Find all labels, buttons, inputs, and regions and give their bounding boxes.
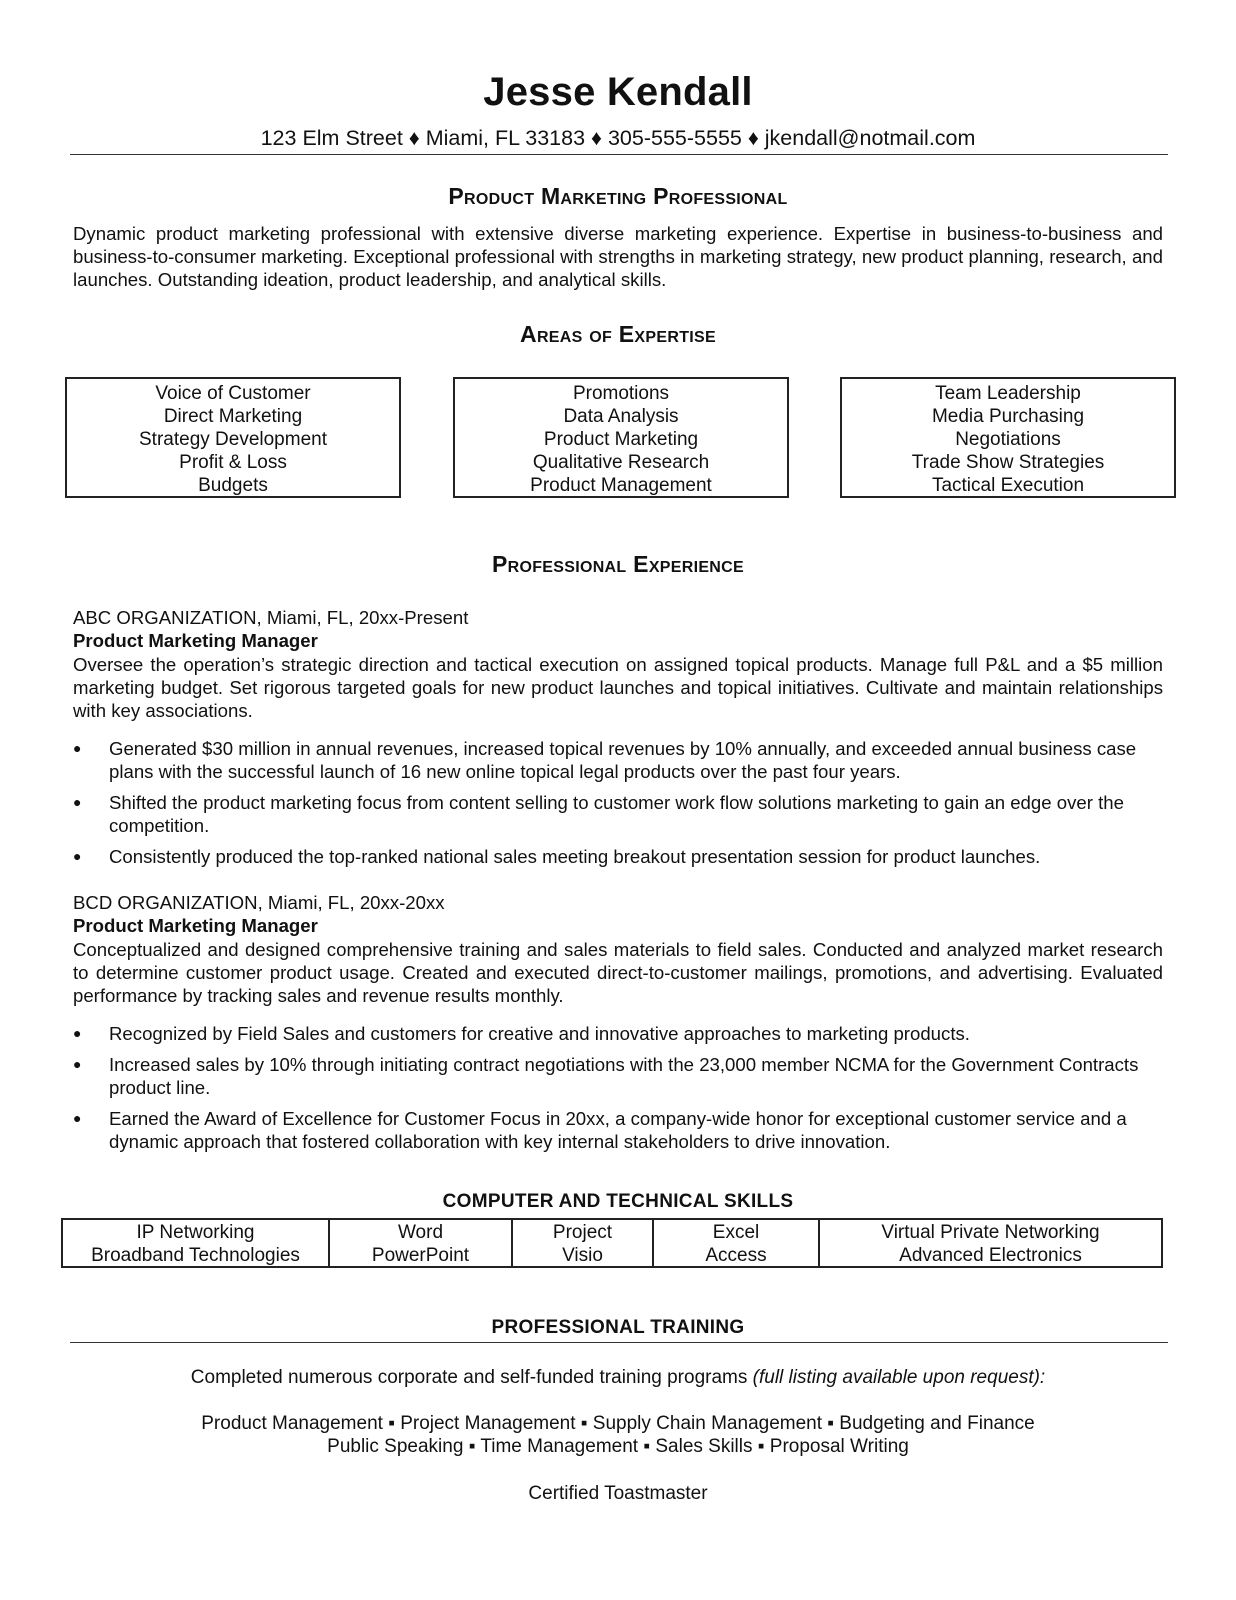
expertise-title: Areas of Expertise xyxy=(520,321,716,347)
list-item: ● Shifted the product marketing focus from content selling to customer work flow solutions marketing to gain an edge over the competition. xyxy=(73,792,1124,836)
job-2-description: Conceptualized and designed comprehensive training and sales materials to field sales. Conducted and analyzed market research to determine customer product usage. Created and executed direct-to-customer mailings, promotions, and advertising. Evaluated performance by tracking sales and revenue results monthly. xyxy=(73,939,1163,1006)
training-title: PROFESSIONAL TRAINING xyxy=(491,1317,745,1338)
list-item: ● Generated $30 million in annual revenues, increased topical revenues by 10% annually, and exceeded annual business case plans with the successful launch of 16 new online topical legal products over the past four years. xyxy=(73,738,1137,782)
job-1-bullets xyxy=(73,737,1163,876)
skills-cell: Word PowerPoint xyxy=(330,1220,513,1266)
bullet-icon: ● xyxy=(73,794,82,810)
expertise-item: Voice of Customer xyxy=(155,383,311,404)
skills-cell: IP Networking Broadband Technologies xyxy=(63,1220,330,1266)
skills-cell: Virtual Private Networking Advanced Electronics xyxy=(881,1222,1100,1266)
expertise-item: Product Marketing xyxy=(543,429,699,450)
profile-title: Product Marketing Professional xyxy=(448,183,788,209)
expertise-item: Negotiations xyxy=(955,429,1061,450)
list-item: ● Recognized by Field Sales and customers for creative and innovative approaches to marketing products. xyxy=(73,1023,970,1044)
expertise-box-3 xyxy=(840,377,1176,498)
expertise-item: Budgets xyxy=(198,475,268,496)
expertise-item: Team Leadership xyxy=(935,383,1081,404)
job-2-bullets xyxy=(73,1022,1163,1161)
expertise-item: Trade Show Strategies xyxy=(911,452,1105,473)
contact-line: 123 Elm Street ♦ Miami, FL 33183 ♦ 305-555-5555 ♦ jkendall@notmail.com xyxy=(260,126,976,150)
expertise-item: Media Purchasing xyxy=(931,406,1085,427)
training-list-line-1: Product Management ▪ Project Management ▪ Supply Chain Management ▪ Budgeting and Finance xyxy=(201,1413,1035,1434)
skills-table xyxy=(61,1218,1163,1268)
expertise-item: Promotions xyxy=(572,383,670,404)
expertise-item: Direct Marketing xyxy=(163,406,303,427)
header-divider xyxy=(70,154,1168,155)
job-1-organization: ABC ORGANIZATION, Miami, FL, 20xx-Present xyxy=(73,607,469,628)
training-list-line-2: Public Speaking ▪ Time Management ▪ Sales Skills ▪ Proposal Writing xyxy=(327,1436,909,1457)
experience-title: Professional Experience xyxy=(491,551,744,577)
skills-cell: Excel Access xyxy=(654,1220,820,1266)
profile-summary: Dynamic product marketing professional with extensive diverse marketing experience. Expertise in business-to-business and business-to-consumer marketing. Exceptional professional with strengths in marketing strategy, new product planning, research, and launches. Outstanding ideation, product leadership, and analytical skills. xyxy=(73,223,1163,290)
bullet-icon: ● xyxy=(73,1110,82,1126)
list-item: ● Earned the Award of Excellence for Customer Focus in 20xx, a company-wide honor for exceptional customer service and a dynamic approach that fostered collaboration with key internal stakeholders to drive innovation. xyxy=(73,1108,1127,1152)
skills-cell: Project Visio xyxy=(513,1220,654,1266)
expertise-item: Profit & Loss xyxy=(179,452,287,473)
training-intro: Completed numerous corporate and self-funded training programs (full listing available upon request): xyxy=(190,1367,1046,1388)
expertise-box-1 xyxy=(65,377,401,498)
skills-title: COMPUTER AND TECHNICAL SKILLS xyxy=(442,1191,794,1212)
expertise-item: Product Management xyxy=(530,475,712,496)
job-2-role: Product Marketing Manager xyxy=(73,915,318,936)
list-item: ● Consistently produced the top-ranked national sales meeting breakout presentation session for product launches. xyxy=(73,846,1041,867)
job-1-role: Product Marketing Manager xyxy=(73,630,318,651)
candidate-name: Jesse Kendall xyxy=(483,70,753,114)
bullet-icon: ● xyxy=(73,848,82,864)
bullet-icon: ● xyxy=(73,1025,82,1041)
expertise-box-2 xyxy=(453,377,789,498)
bullet-icon: ● xyxy=(73,1056,82,1072)
training-divider xyxy=(70,1342,1168,1343)
expertise-item: Data Analysis xyxy=(563,406,679,427)
bullet-icon: ● xyxy=(73,740,82,756)
list-item: ● Increased sales by 10% through initiating contract negotiations with the 23,000 member NCMA for the Government Contracts product line. xyxy=(73,1054,1139,1098)
certification: Certified Toastmaster xyxy=(528,1483,708,1504)
expertise-item: Qualitative Research xyxy=(532,452,710,473)
job-2-organization: BCD ORGANIZATION, Miami, FL, 20xx-20xx xyxy=(73,892,445,913)
expertise-item: Strategy Development xyxy=(139,429,327,450)
expertise-item: Tactical Execution xyxy=(931,475,1085,496)
job-1-description: Oversee the operation’s strategic direction and tactical execution on assigned topical products. Manage full P&L and a $5 million marketing budget. Set rigorous targeted goals for new product launches and topical initiatives. Cultivate and maintain relationships with key associations. xyxy=(73,654,1163,721)
